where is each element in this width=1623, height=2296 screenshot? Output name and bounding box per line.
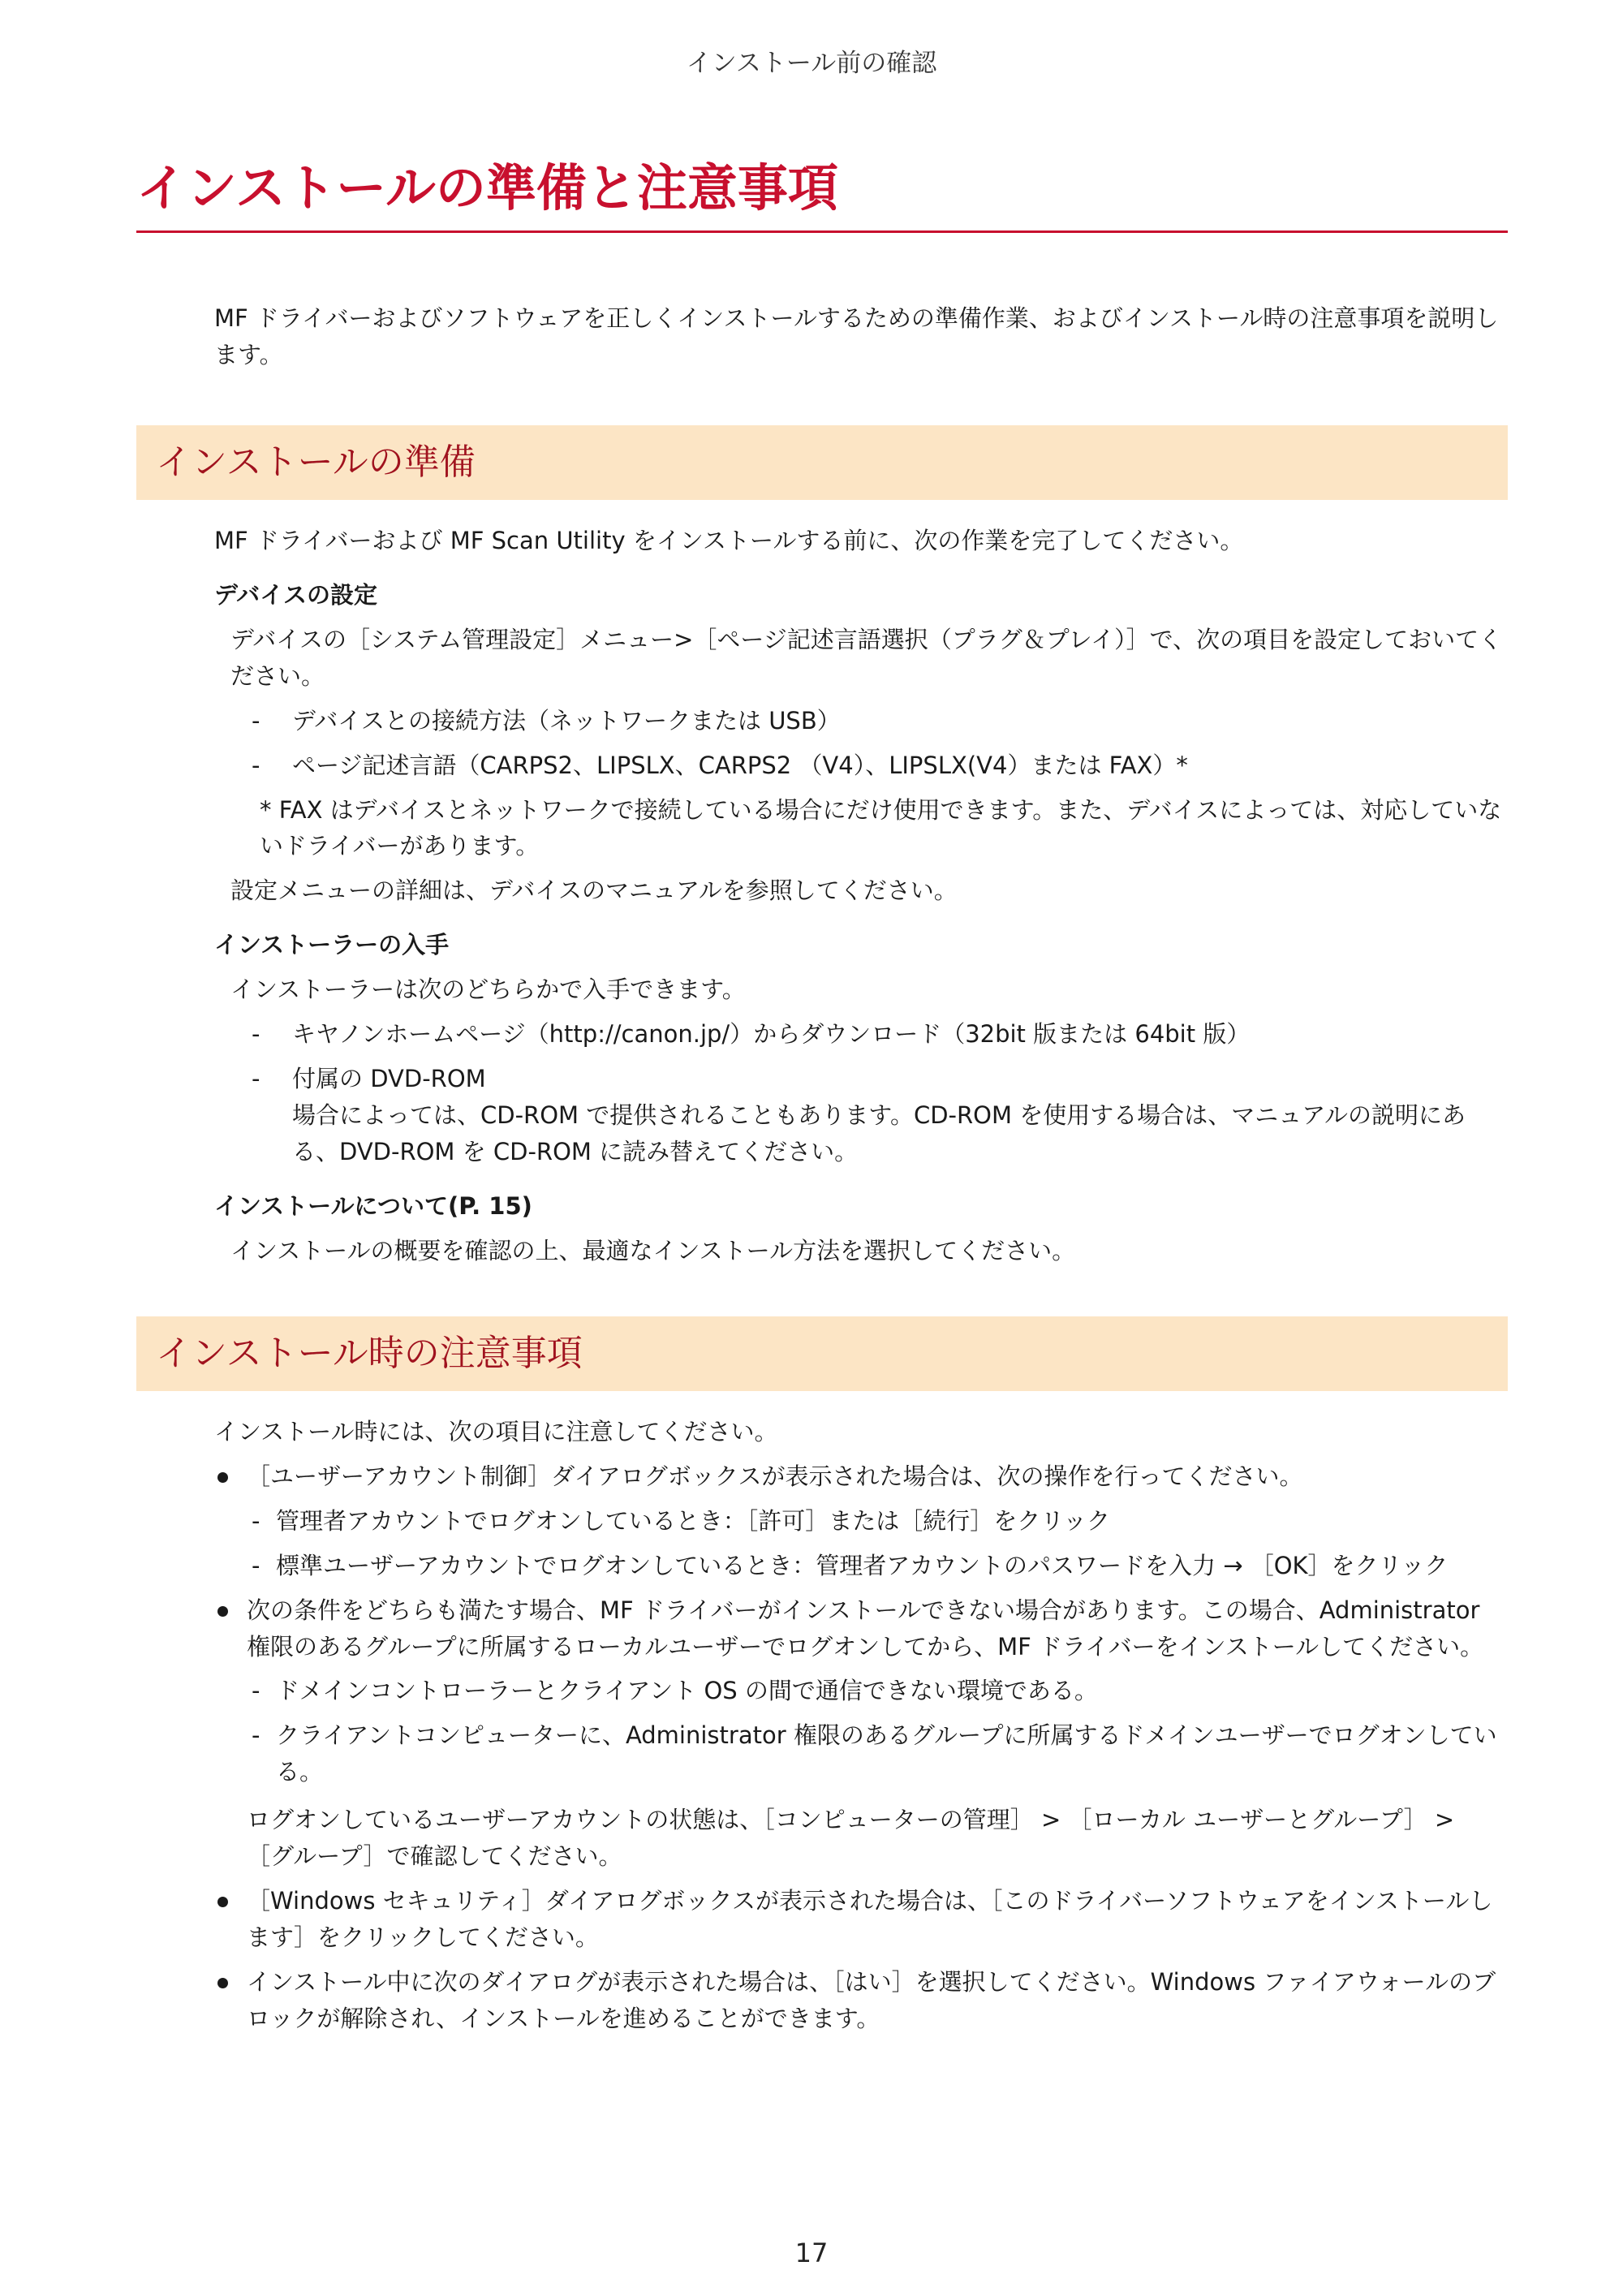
list-item — [136, 703, 1508, 739]
list-item — [136, 1503, 1508, 1540]
dash-marker: - — [252, 1020, 260, 1049]
list-item — [136, 747, 1508, 784]
list-item — [136, 1061, 1508, 1170]
bullet-marker — [217, 1472, 228, 1483]
page-title: インストールの準備と注意事項 — [136, 158, 838, 218]
about-install-link[interactable]: インストールについて(P. 15) — [214, 1191, 532, 1220]
title-divider — [136, 230, 1508, 233]
section2-lead: インストール時には、次の項目に注意してください。 — [214, 1417, 778, 1445]
section-heading-cautions: インストール時の注意事項 — [136, 1316, 1508, 1391]
installer-body: インストーラーは次のどちらかで入手できます。 — [230, 976, 746, 1004]
dash-marker: - — [252, 706, 260, 734]
account-status-note: ログオンしているユーザーアカウントの状態は、［コンピューターの管理］ > ［ローカル ユーザーとグループ］ > ［グループ］で確認してください。 — [247, 1806, 1455, 1871]
main-content — [136, 300, 1508, 2037]
list-item-text: デバイスとの接続方法（ネットワークまたは USB） — [292, 706, 841, 734]
list-item-text: キヤノンホームページ（http://canon.jp/）からダウンロード（32bit 版または 64bit 版） — [292, 1020, 1251, 1049]
list-item — [136, 1717, 1508, 1790]
list-item-text: 標準ユーザーアカウントでログオンしているとき：管理者アカウントのパスワードを入力 → ［OK］をクリック — [276, 1551, 1449, 1579]
dash-marker: - — [252, 1506, 260, 1535]
list-item-text: クライアントコンピューターに、Administrator 権限のあるグループに所属するドメインユーザーでログオンしている。 — [276, 1721, 1497, 1786]
list-item — [136, 1673, 1508, 1709]
bullet-marker — [217, 1897, 228, 1907]
dash-marker: - — [252, 1065, 260, 1093]
dash-marker: - — [252, 1677, 260, 1705]
section-heading-preparation: インストールの準備 — [136, 425, 1508, 500]
dash-marker: - — [252, 1721, 260, 1750]
dash-marker: - — [252, 751, 260, 779]
bullet-text: ［Windows セキュリティ］ダイアログボックスが表示された場合は、［このドライバーソフトウェアをインストールします］をクリックしてください。 — [247, 1887, 1493, 1952]
bullet-text: ［ユーザーアカウント制御］ダイアログボックスが表示された場合は、次の操作を行ってください。 — [247, 1462, 1303, 1490]
installer-heading: インストーラーの入手 — [214, 931, 450, 959]
bullet-item — [136, 1964, 1508, 2037]
list-item — [136, 1548, 1508, 1584]
list-item-text: ページ記述言語（CARPS2、LIPSLX、CARPS2 （V4）、LIPSLX(V4）または FAX）* — [292, 751, 1188, 779]
bullet-item — [136, 1883, 1508, 1956]
bullet-text: インストール中に次のダイアログが表示された場合は、［はい］を選択してください。Windows ファイアウォールのブロックが解除され、インストールを進めることができます。 — [247, 1968, 1496, 2032]
bullet-item — [136, 1458, 1508, 1495]
list-item-text: ドメインコントローラーとクライアント OS の間で通信できない環境である。 — [276, 1677, 1098, 1705]
dash-marker: - — [252, 1551, 260, 1579]
bullet-text: 次の条件をどちらも満たす場合、MF ドライバーがインストールできない場合があります。この場合、Administrator 権限のあるグループに所属するローカルユーザーでログオンしてから、MF ドライバーをインストールしてください。 — [247, 1596, 1484, 1661]
device-settings-footer: 設定メニューの詳細は、デバイスのマニュアルを参照してください。 — [230, 877, 958, 905]
list-item-note: 場合によっては、CD-ROM で提供されることもあります。CD-ROM を使用する場合は、マニュアルの説明にある、DVD-ROM を CD-ROM に読み替えてください。 — [292, 1101, 1466, 1165]
intro-paragraph: MF ドライバーおよびソフトウェアを正しくインストールするための準備作業、およびインストール時の注意事項を説明します。 — [214, 304, 1499, 368]
bullet-marker — [217, 1978, 228, 1988]
bullet-marker — [217, 1606, 228, 1617]
device-settings-body: デバイスの［システム管理設定］メニュー>［ページ記述言語選択（プラグ＆プレイ）］で、次の項目を設定しておいてください。 — [230, 625, 1503, 690]
page-number: 17 — [794, 2238, 829, 2268]
fax-note: * FAX はデバイスとネットワークで接続している場合にだけ使用できます。また、デバイスによっては、対応していないドライバーがあります。 — [260, 795, 1502, 860]
list-item-text: 管理者アカウントでログオンしているとき：［許可］または［続行］をクリック — [276, 1506, 1111, 1535]
device-settings-heading: デバイスの設定 — [214, 580, 377, 609]
about-install-body: インストールの概要を確認の上、最適なインストール方法を選択してください。 — [230, 1236, 1076, 1264]
section1-lead: MF ドライバーおよび MF Scan Utility をインストールする前に、次の作業を完了してください。 — [214, 526, 1244, 554]
bullet-item — [136, 1592, 1508, 1665]
list-item-text: 付属の DVD-ROM — [292, 1065, 486, 1093]
list-item — [136, 1016, 1508, 1053]
running-header: インストール前の確認 — [686, 49, 937, 78]
